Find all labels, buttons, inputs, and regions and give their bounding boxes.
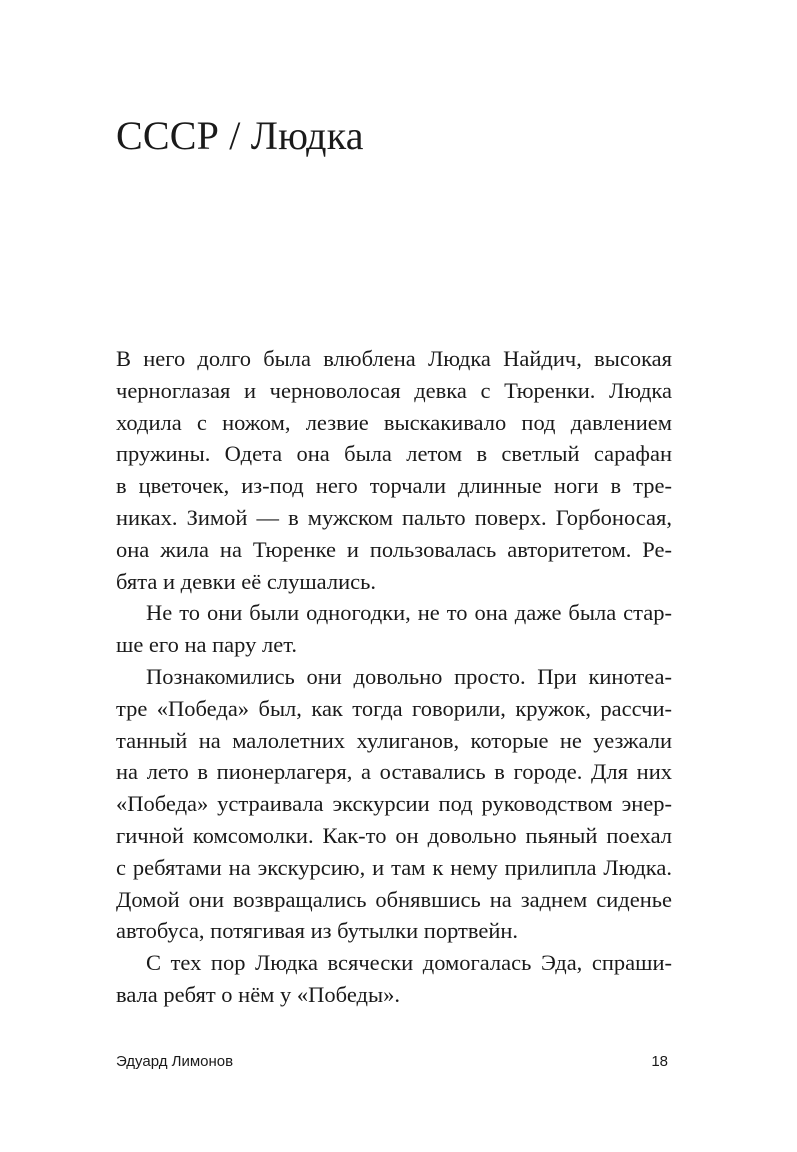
text-line: В него долго была влюблена Людка Найдич, высокая [116,346,672,371]
text-line: с ребятами на экскурсию, и там к нему прилипла Людка. [116,854,672,880]
text-line: С тех пор Людка всячески домогалась Эда, спраши- [146,950,672,976]
text-line: никах. Зимой — в мужском пальто поверх. Горбоносая, [116,504,672,530]
footer-author: Эдуард Лимонов [116,1053,234,1070]
text-line: бята и девки её слушались. [116,568,376,594]
text-line: Познакомились они довольно просто. При кинотеа- [146,663,672,689]
text-line: ходила с ножом, лезвие выскакивало под давлением [116,409,672,435]
text-line: Домой они возвращались обнявшись на заднем сиденье [116,886,672,912]
page-number: 18 [651,1053,668,1070]
text-line: вала ребят о нём у «Победы». [116,981,400,1007]
text-line: в цветочек, из-под него торчали длинные ноги в тре- [116,473,672,499]
text-line: черноглазая и черноволосая девка с Тюренки. Людка [116,377,672,403]
text-line: Не то они были одногодки, не то она даже была стар- [146,600,672,626]
chapter-title: СССР / Людка [116,113,364,158]
text-line: ше его на пару лет. [116,632,297,658]
text-line: пружины. Одета она была летом в светлый сарафан [116,441,672,467]
body-text [116,343,672,1011]
text-line: тре «Победа» был, как тогда говорили, кружок, рассчи- [116,695,672,721]
text-line: «Победа» устраивала экскурсии под руководством энер- [116,791,672,817]
text-line: она жила на Тюренке и пользовалась авторитетом. Ре- [116,536,672,562]
text-line: автобуса, потягивая из бутылки портвейн. [116,918,519,944]
text-line: танный на малолетних хулиганов, которые не уезжали [116,727,672,753]
text-line: на лето в пионерлагеря, а оставались в городе. Для них [116,759,672,785]
text-line: гичной комсомолки. Как-то он довольно пьяный поехал [116,822,672,848]
